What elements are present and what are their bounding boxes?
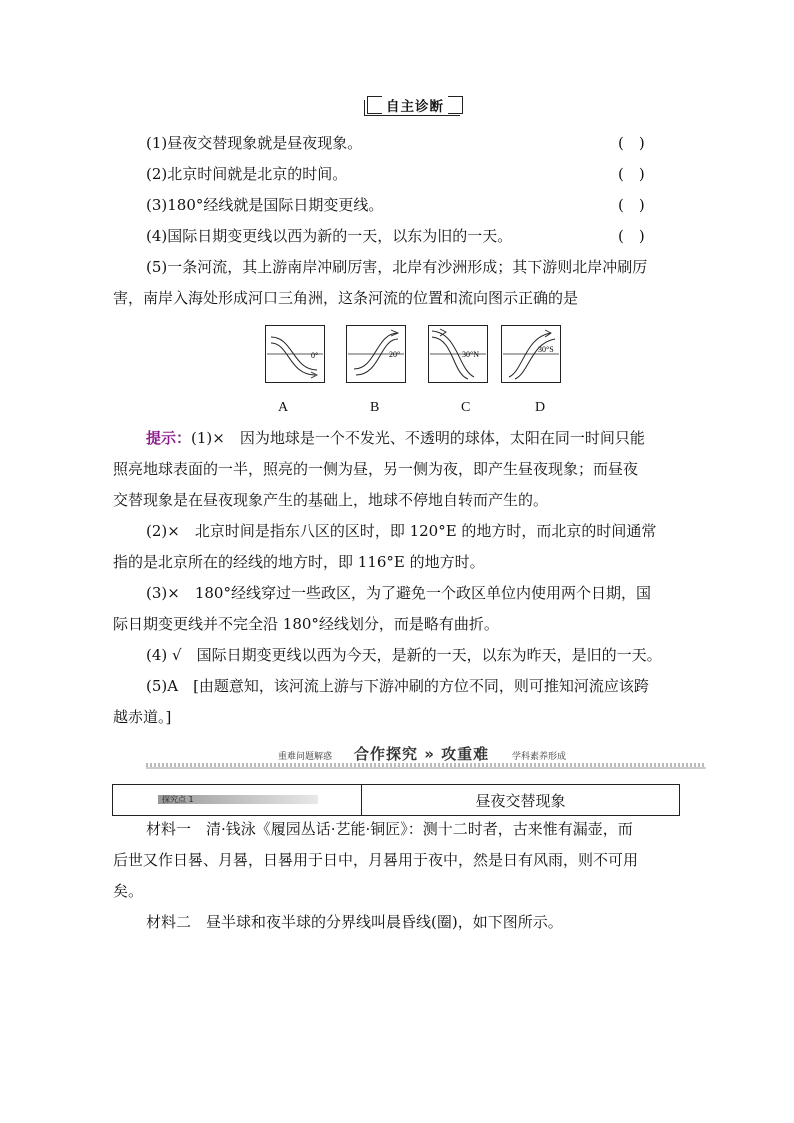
material-1-line-1: 材料一 清·钱泳《履园丛话·艺能·铜匠》：测十二时者，古来惟有漏壶，而 bbox=[146, 820, 633, 838]
topic-tag bbox=[158, 795, 318, 804]
banner-rule bbox=[146, 767, 706, 769]
material-1-line-3: 矣。 bbox=[113, 882, 144, 900]
answer-5-line-2: 越赤道。] bbox=[113, 708, 172, 726]
answer-2-line-2: 指的是北京所在的经线的地方时，即 116°E 的地方时。 bbox=[113, 553, 485, 571]
question-5-line-1: (5)一条河流，其上游南岸冲刷厉害，北岸有沙洲形成；其下游则北岸冲刷厉 bbox=[146, 258, 648, 276]
topic-table bbox=[112, 784, 680, 816]
topic-table-tag-cell bbox=[113, 785, 362, 815]
figure-a-lat: 0° bbox=[311, 351, 319, 360]
figure-b-lat: 20° bbox=[389, 350, 401, 359]
question-2: (2)北京时间就是北京的时间。 bbox=[146, 165, 348, 183]
figure-d-diagram bbox=[501, 325, 561, 383]
figure-a-diagram bbox=[265, 325, 325, 383]
question-1-mark: ( ) bbox=[618, 134, 645, 152]
banner-left-text: 重难问题解惑 bbox=[278, 752, 333, 762]
question-1: (1)昼夜交替现象就是昼夜现象。 bbox=[146, 134, 363, 152]
question-4: (4)国际日期变更线以西为新的一天，以东为旧的一天。 bbox=[146, 227, 513, 245]
answer-2-line-1: (2)× 北京时间是指东八区的区时，即 120°E 的地方时，而北京的时间通常 bbox=[146, 522, 657, 540]
figure-b-label: B bbox=[370, 400, 380, 415]
question-3-mark: ( ) bbox=[618, 196, 645, 214]
material-1-line-2: 后世又作日晷、月晷，日晷用于日中，月晷用于夜中，然是日有风雨，则不可用 bbox=[113, 851, 639, 869]
banner-title: 合作探究 » 攻重难 bbox=[354, 745, 490, 763]
figure-d-label: D bbox=[535, 400, 546, 415]
answer-1-line-3: 交替现象是在昼夜现象产生的基础上，地球不停地自转而产生的。 bbox=[113, 491, 549, 509]
figure-a bbox=[265, 325, 325, 383]
answer-3-line-1: (3)× 180°经线穿过一些政区，为了避免一个政区单位内使用两个日期，国 bbox=[146, 584, 651, 602]
figure-a-label: A bbox=[278, 400, 289, 415]
tip-label: 提示： bbox=[146, 429, 192, 447]
section-header bbox=[367, 96, 463, 114]
answer-1-line-2: 照亮地球表面的一半，照亮的一侧为昼，另一侧为夜，即产生昼夜现象；而昼夜 bbox=[113, 460, 639, 478]
answer-3-line-2: 际日期变更线并不完全沿 180°经线划分，而是略有曲折。 bbox=[113, 615, 499, 633]
topic-table-title: 昼夜交替现象 bbox=[475, 791, 566, 810]
question-4-mark: ( ) bbox=[618, 227, 645, 245]
answer-5-line-1: (5)A [由题意知，该河流上游与下游冲刷的方位不同，则可推知河流应该跨 bbox=[146, 677, 649, 695]
section-banner bbox=[146, 741, 706, 769]
answer-1-line-1-text: (1)× 因为地球是一个不发光、不透明的球体，太阳在同一时间只能 bbox=[191, 429, 645, 447]
figure-c-label: C bbox=[461, 400, 471, 415]
figure-b bbox=[346, 325, 406, 383]
section-header-text: 自主诊断 bbox=[382, 95, 448, 115]
figure-d-lat: 30°S bbox=[538, 345, 554, 354]
answer-4-line-1: (4) √ 国际日期变更线以西为今天，是新的一天，以东为昨天，是旧的一天。 bbox=[146, 646, 662, 664]
material-2-line-1: 材料二 昼半球和夜半球的分界线叫晨昏线(圈)，如下图所示。 bbox=[146, 913, 563, 931]
question-5-line-2: 害，南岸入海处形成河口三角洲，这条河流的位置和流向图示正确的是 bbox=[113, 289, 579, 307]
figure-c-diagram bbox=[428, 325, 488, 383]
figure-b-diagram bbox=[346, 325, 406, 383]
topic-tag-text: 探究点 1 bbox=[162, 795, 194, 804]
figure-c-lat: 30°N bbox=[462, 350, 479, 359]
figure-d bbox=[501, 325, 561, 383]
figure-c bbox=[428, 325, 488, 383]
question-2-mark: ( ) bbox=[618, 165, 645, 183]
banner-right-text: 学科素养形成 bbox=[512, 752, 567, 762]
question-3: (3)180°经线就是国际日期变更线。 bbox=[146, 196, 384, 214]
answer-1-line-1 bbox=[146, 428, 645, 448]
